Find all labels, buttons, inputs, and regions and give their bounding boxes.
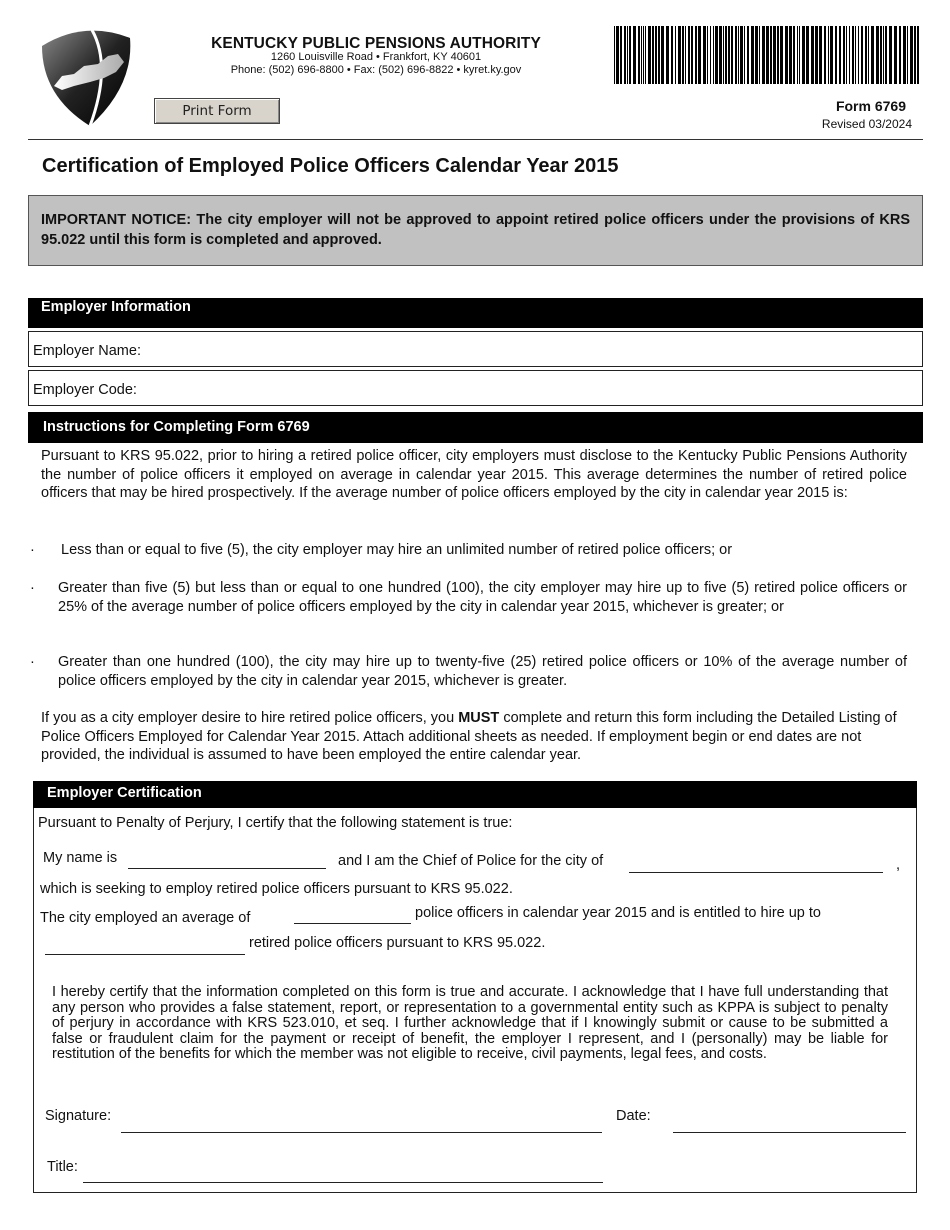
form-number: Form 6769: [835, 98, 906, 114]
date-input-line[interactable]: [673, 1132, 906, 1133]
page-title: Certification of Employed Police Officers Calendar Year 2015: [42, 155, 619, 177]
barcode-bar: [839, 26, 841, 84]
bullet-item: Greater than five (5) but less than or equal to one hundred (100), the city employer may hire up to five (5) retired police officers or 25% of the average number of police officers employed by the city in calendar year 2015, whichever is greater; or: [58, 580, 907, 615]
barcode-bar: [889, 26, 892, 84]
barcode-bar: [620, 26, 622, 84]
barcode-bar: [675, 26, 676, 84]
instructions-intro: Pursuant to KRS 95.022, prior to hiring a retired police officer, city employers must disclose to the Kentucky Public Pensions Authority the number of police officers it employed on average in calendar year 2015. This average determines the number of retired police officers that may be hired prospectively. If the average number of police officers employed by the city in calendar year 2015 is:: [41, 448, 907, 501]
barcode-bar: [868, 26, 869, 84]
barcode-bar: [894, 26, 897, 84]
barcode-bar: [731, 26, 733, 84]
instructions-heading: Instructions for Completing Form 6769: [28, 412, 923, 443]
certification-heading: Employer Certification: [33, 781, 917, 808]
barcode: [612, 26, 924, 84]
name-input-line[interactable]: [128, 868, 326, 869]
barcode-bar: [797, 26, 798, 84]
barcode-bar: [688, 26, 690, 84]
barcode-bar: [616, 26, 619, 84]
agency-contact: Phone: (502) 696-8800 • Fax: (502) 696-8822 • kyret.ky.gov: [230, 64, 522, 76]
barcode-bar: [719, 26, 722, 84]
closing-after: complete and return this form including the Detailed Listing of Police Officers Employed for Calendar Year 2015. Attach additional sheets as needed. If employment begin or end dates are not provided, the individual is assumed to have been employed the entire calendar year.: [41, 710, 897, 763]
barcode-bar: [830, 26, 833, 84]
barcode-bar: [876, 26, 879, 84]
barcode-bar: [793, 26, 795, 84]
barcode-bar: [855, 26, 856, 84]
barcode-bar: [678, 26, 681, 84]
barcode-bar: [661, 26, 664, 84]
important-notice: [28, 195, 923, 266]
title-input-line[interactable]: [83, 1182, 603, 1183]
barcode-bar: [849, 26, 850, 84]
my-name-label: My name is: [43, 850, 118, 866]
employer-info-heading: Employer Information: [28, 298, 923, 328]
bullet-marker: ·: [30, 654, 35, 670]
barcode-bar: [685, 26, 686, 84]
barcode-bar: [755, 26, 758, 84]
barcode-bar: [682, 26, 684, 84]
barcode-bar: [806, 26, 809, 84]
barcode-bar: [770, 26, 772, 84]
police-officers-label: police officers in calendar year 2015 and is entitled to hire up to: [415, 905, 821, 921]
barcode-bar: [789, 26, 792, 84]
barcode-bar: [766, 26, 769, 84]
barcode-bar: [643, 26, 644, 84]
barcode-bar: [907, 26, 908, 84]
barcode-bar: [747, 26, 749, 84]
title-label: Title:: [47, 1159, 78, 1175]
closing-before: If you as a city employer desire to hire retired police officers, you: [41, 710, 459, 726]
notice-text: : The city employer will not be approved to appoint retired police officers under the provisions of KRS 95.022 until this form is completed and approved.: [41, 212, 910, 248]
date-label: Date:: [616, 1108, 651, 1124]
barcode-bar: [835, 26, 837, 84]
barcode-bar: [710, 26, 711, 84]
average-input-line[interactable]: [294, 923, 411, 924]
barcode-bar: [777, 26, 779, 84]
barcode-bar: [885, 26, 887, 84]
barcode-bar: [852, 26, 854, 84]
barcode-bar: [735, 26, 737, 84]
bullet-item: Less than or equal to five (5), the city employer may hire an unlimited number of retired police officers; or: [61, 542, 733, 558]
barcode-bar: [658, 26, 660, 84]
barcode-bar: [819, 26, 822, 84]
barcode-bar: [671, 26, 673, 84]
barcode-bar: [815, 26, 818, 84]
barcode-bar: [723, 26, 724, 84]
barcode-bar: [624, 26, 626, 84]
barcode-bar: [899, 26, 901, 84]
barcode-bar: [713, 26, 714, 84]
barcode-bar: [824, 26, 826, 84]
barcode-bar: [725, 26, 727, 84]
instructions-closing: [41, 709, 907, 765]
barcode-bar: [641, 26, 642, 84]
barcode-bar: [780, 26, 783, 84]
barcode-bar: [740, 26, 743, 84]
form-revised-date: Revised 03/2024: [821, 117, 912, 131]
barcode-bar: [773, 26, 776, 84]
barcode-bar: [691, 26, 693, 84]
barcode-bar: [762, 26, 765, 84]
barcode-bar: [910, 26, 913, 84]
barcode-bar: [880, 26, 882, 84]
barcode-bar: [917, 26, 919, 84]
certification-statement: I hereby certify that the information completed on this form is true and accurate. I acknowledge that I have full understanding that any person who provides a false statement, report, or representation to a governmental entity such as KPPA is subject to penalty of perjury in accordance with KRS 523.010, et seq. I further acknowledge that if I knowingly submit or cause to be submitted a false or fraudulent claim for the payment or receipt of benefit, the employer I represent, and I (personally) may be liable for restitution of the benefits for which the member was not eligible to receive, civil payments, legal fees, and costs.: [52, 984, 888, 1063]
barcode-bar: [914, 26, 916, 84]
barcode-bar: [652, 26, 654, 84]
barcode-bar: [614, 26, 615, 84]
agency-address: 1260 Louisville Road • Frankfort, KY 40601: [270, 51, 482, 63]
retired-officers-label: retired police officers pursuant to KRS 95.022.: [249, 935, 546, 951]
barcode-bar: [883, 26, 884, 84]
employer-name-field[interactable]: [28, 331, 923, 367]
barcode-bar: [843, 26, 845, 84]
barcode-bar: [802, 26, 805, 84]
barcode-bar: [655, 26, 657, 84]
barcode-bar: [648, 26, 651, 84]
hire-count-input-line[interactable]: [45, 954, 245, 955]
bullet-marker: ·: [30, 542, 35, 558]
barcode-bar: [629, 26, 631, 84]
employer-name-label: Employer Name:: [33, 343, 141, 359]
signature-input-line[interactable]: [121, 1132, 602, 1133]
barcode-bar: [728, 26, 730, 84]
barcode-bar: [707, 26, 708, 84]
employer-code-field[interactable]: [28, 370, 923, 406]
barcode-bar: [645, 26, 646, 84]
bullet-item: Greater than one hundred (100), the city may hire up to twenty-five (25) retired police officers or 10% of the average number of police officers employed by the city in calendar year 2015, whichever is greater.: [58, 654, 907, 689]
comma: ,: [896, 857, 901, 873]
barcode-bar: [861, 26, 863, 84]
employer-code-label: Employer Code:: [33, 382, 137, 398]
chief-of-police-label: and I am the Chief of Police for the city of: [338, 853, 604, 869]
seeking-statement: which is seeking to employ retired police officers pursuant to KRS 95.022.: [40, 881, 513, 897]
barcode-bar: [751, 26, 754, 84]
barcode-bar: [738, 26, 739, 84]
barcode-bar: [828, 26, 829, 84]
closing-must: MUST: [458, 710, 500, 726]
penalty-statement: Pursuant to Penalty of Perjury, I certify that the following statement is true:: [38, 815, 513, 831]
barcode-bar: [633, 26, 636, 84]
barcode-bar: [715, 26, 718, 84]
barcode-bar: [638, 26, 640, 84]
barcode-bar: [846, 26, 847, 84]
agency-name: KENTUCKY PUBLIC PENSIONS AUTHORITY: [211, 35, 541, 52]
barcode-bar: [759, 26, 760, 84]
kppa-logo: [34, 26, 134, 128]
signature-label: Signature:: [45, 1108, 112, 1124]
barcode-bar: [744, 26, 745, 84]
barcode-bar: [811, 26, 814, 84]
barcode-bar: [871, 26, 874, 84]
barcode-bar: [865, 26, 867, 84]
barcode-bar: [799, 26, 800, 84]
print-form-button[interactable]: Print Form: [154, 98, 280, 124]
city-input-line[interactable]: [629, 872, 883, 873]
barcode-bar: [785, 26, 788, 84]
barcode-bar: [703, 26, 706, 84]
barcode-bar: [627, 26, 628, 84]
barcode-bar: [858, 26, 859, 84]
barcode-bar: [698, 26, 701, 84]
notice-lead: IMPORTANT NOTICE: [41, 212, 187, 228]
barcode-bar: [695, 26, 697, 84]
header-divider: [28, 139, 923, 140]
bullet-marker: ·: [30, 580, 35, 596]
barcode-bar: [903, 26, 906, 84]
average-label: The city employed an average of: [40, 910, 251, 926]
barcode-bar: [666, 26, 669, 84]
